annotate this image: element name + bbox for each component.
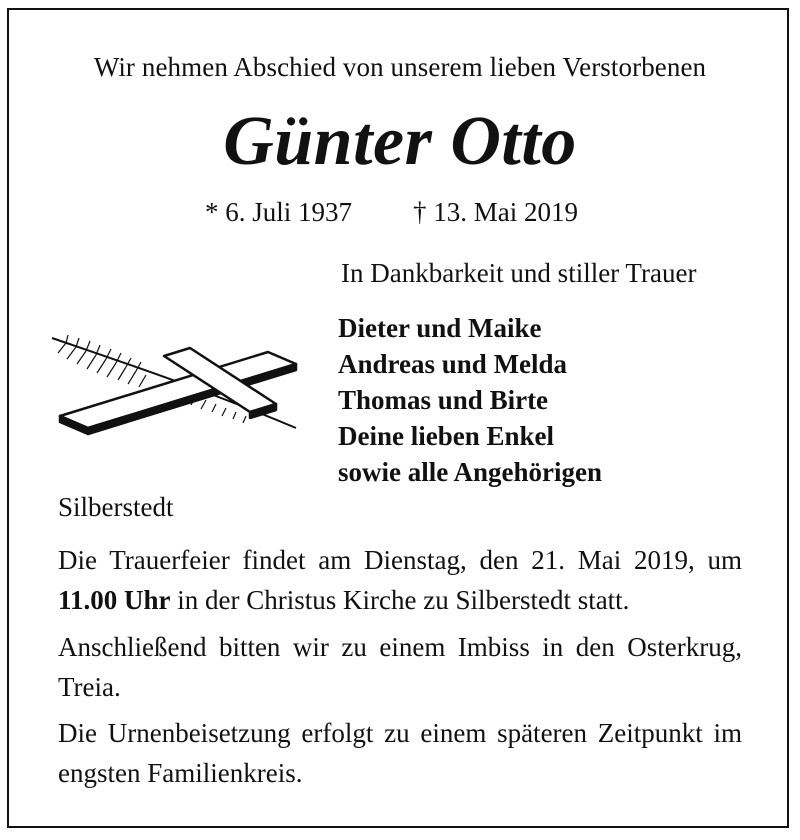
birth-date: * 6. Juli 1937 — [205, 197, 353, 227]
reception-paragraph: Anschließend bitten wir zu einem Imbiss in den Osterkrug, Treia. — [58, 632, 742, 702]
intro-text: Wir nehmen Abschied von unserem lieben Verstorbenen — [93, 52, 707, 82]
mourner-name: Deine lieben Enkel — [338, 421, 555, 451]
burial-paragraph: Die Urnenbeisetzung erfolgt zu einem späteren Zeitpunkt im engsten Familienkreis. — [58, 718, 742, 788]
mourner-name: Dieter und Maike — [338, 313, 542, 343]
mourners-list — [338, 310, 602, 490]
mourner-name: Thomas und Birte — [338, 385, 549, 415]
ceremony-paragraph — [58, 540, 742, 620]
mourner-name: sowie alle Angehörigen — [338, 457, 602, 487]
place-name: Silberstedt — [58, 492, 174, 522]
thanks-line: In Dankbarkeit und stiller Trauer — [341, 258, 697, 288]
ceremony-time: 11.00 Uhr — [58, 585, 171, 615]
mourner-name: Andreas und Melda — [338, 349, 568, 379]
cross-with-palm-frond-icon — [46, 330, 306, 440]
deceased-name: Günter Otto — [223, 103, 577, 180]
death-date: † 13. Mai 2019 — [413, 197, 578, 227]
ceremony-text: Die Trauerfeier findet am Dienstag, den 21. Mai 2019, um — [58, 545, 742, 575]
ceremony-text-end: in der Christus Kirche zu Silberstedt statt. — [170, 585, 630, 615]
